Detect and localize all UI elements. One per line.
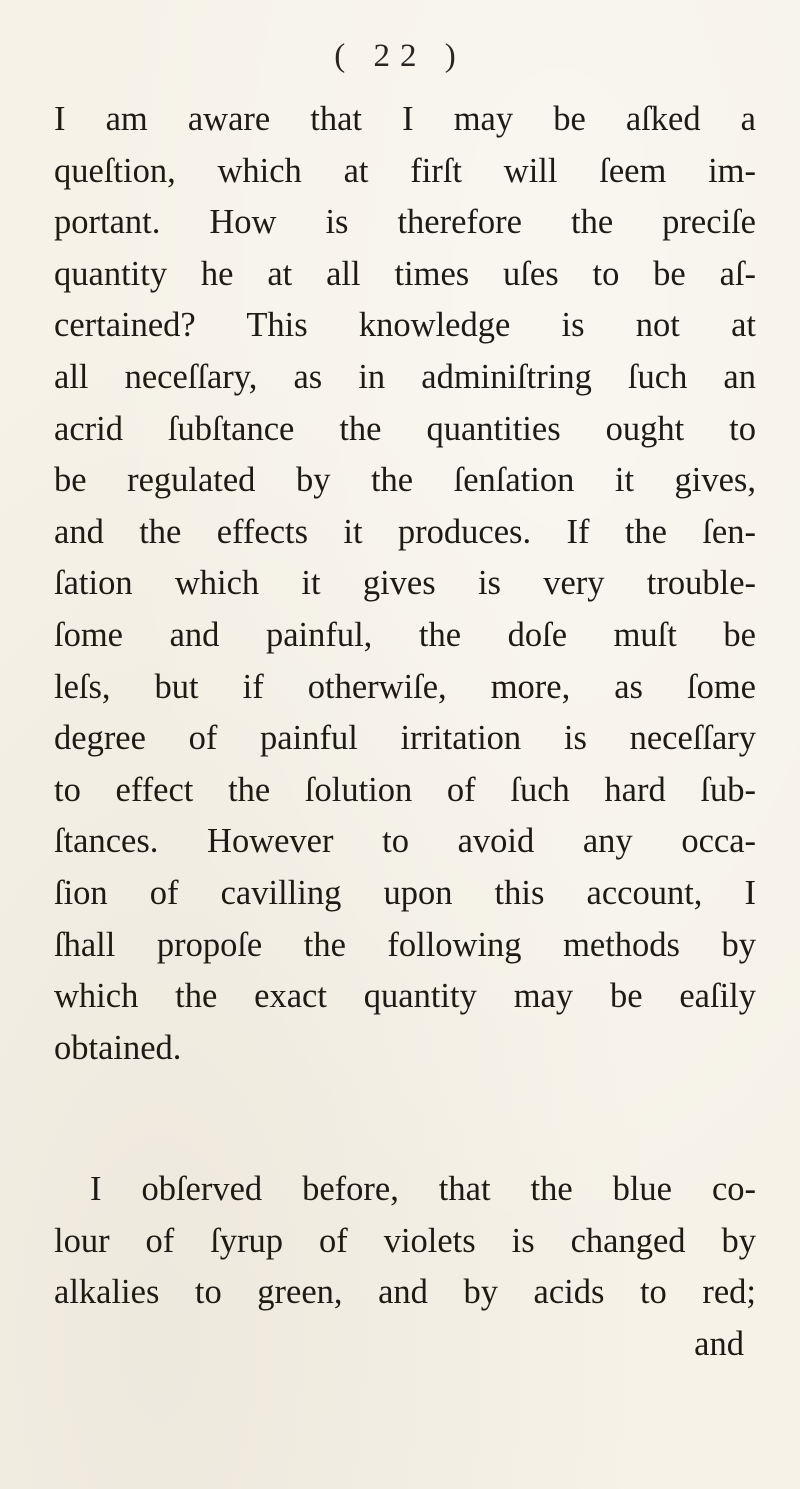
text-line: and the effects it produces. If the ſen- — [54, 512, 756, 551]
text-line: I am aware that I may be aſked a — [54, 100, 756, 138]
text-line: degree of painful irritation is neceſſary — [54, 719, 756, 758]
paragraph-1 — [54, 94, 756, 1074]
text-line: I obſerved before, that the blue co- — [90, 1170, 756, 1208]
text-line: which the exact quantity may be eaſily — [54, 977, 756, 1016]
text-line: to effect the ſolution of ſuch hard ſub- — [54, 770, 756, 809]
paragraph-2 — [54, 1164, 756, 1370]
text-line: ſion of cavilling upon this account, I — [54, 873, 756, 912]
text-line: ſtances. However to avoid any occa- — [54, 822, 756, 861]
text-line: lour of ſyrup of violets is changed by — [54, 1221, 756, 1260]
text-line: portant. How is therefore the preciſe — [54, 203, 756, 242]
text-line: leſs, but if otherwiſe, more, as ſome — [54, 667, 756, 706]
text-line: certained? This knowledge is not at — [54, 306, 756, 345]
catchword: and — [694, 1324, 744, 1363]
text-line: obtained. — [54, 1028, 182, 1067]
text-line: alkalies to green, and by acids to red; — [54, 1273, 756, 1312]
text-line: queſtion, which at firſt will ſeem im- — [54, 151, 756, 190]
text-line: ſhall propoſe the following methods by — [54, 925, 756, 964]
text-line: quantity he at all times uſes to be aſ- — [54, 254, 756, 293]
text-line: acrid ſubſtance the quantities ought to — [54, 409, 756, 448]
text-line: all neceſſary, as in adminiſtring ſuch an — [54, 357, 756, 396]
text-line: ſation which it gives is very trouble- — [54, 564, 756, 603]
text-line: be regulated by the ſenſation it gives, — [54, 461, 756, 500]
text-line: ſome and painful, the doſe muſt be — [54, 615, 756, 654]
page-number: ( 22 ) — [334, 38, 466, 74]
